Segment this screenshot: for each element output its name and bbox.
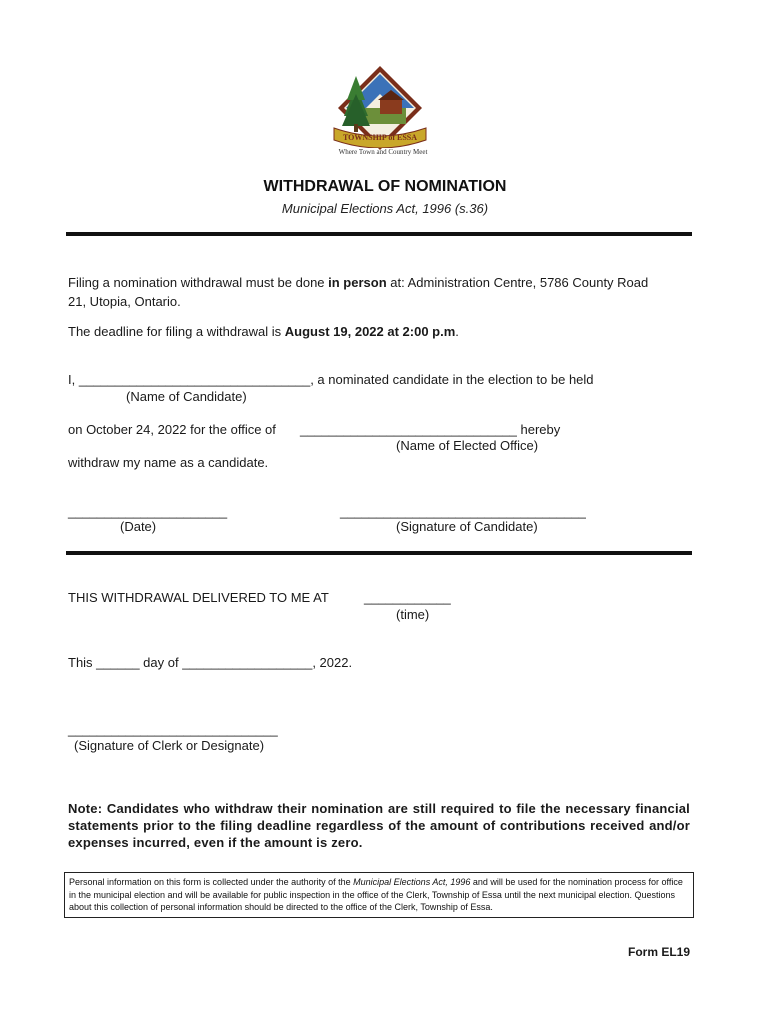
date-label: (Date) <box>120 519 157 534</box>
candidate-signature-label: (Signature of Candidate) <box>396 519 538 534</box>
deadline-text: . <box>455 324 459 339</box>
clerk-signature-field[interactable]: _____________________________ <box>68 722 278 737</box>
privacy-act: Municipal Elections Act, 1996 <box>353 877 471 887</box>
time-label: (time) <box>396 607 430 622</box>
intro-bold: in person <box>328 275 387 290</box>
candidate-name-field[interactable]: ________________________________ <box>78 372 311 387</box>
deadline-bold: August 19, 2022 at 2:00 p.m <box>284 324 456 339</box>
intro-text: Filing a nomination withdrawal must be done <box>68 275 329 290</box>
deadline-paragraph <box>68 322 459 341</box>
divider <box>66 551 692 555</box>
candidate-signature-field[interactable]: __________________________________ <box>340 504 586 519</box>
elected-office-field[interactable]: ______________________________ <box>300 422 517 437</box>
privacy-text: and will be used for the nomination process for office in the municipal election and will be available for public inspection in the office of the Clerk, Township of Essa until the next municipal election. Questions about this collection of personal information should be directed to the office of the Clerk, Township of Essa. <box>69 877 683 912</box>
intro-text: at: Administration Centre, 5786 County Road <box>386 275 649 290</box>
declaration-text: , a nominated candidate in the election to be held <box>310 372 594 387</box>
candidate-label: (Name of Candidate) <box>126 389 247 404</box>
form-number: Form EL19 <box>627 945 690 959</box>
logo-banner <box>330 118 430 148</box>
declaration-line-2: on October 24, 2022 for the office of <box>68 422 276 437</box>
date-field[interactable]: ______________________ <box>68 504 228 519</box>
declaration-text: I, <box>68 372 79 387</box>
page-title: WITHDRAWAL OF NOMINATION <box>263 178 507 195</box>
office-label: (Name of Elected Office) <box>396 438 539 453</box>
intro-paragraph <box>68 273 698 311</box>
intro-text: 21, Utopia, Ontario. <box>68 294 181 309</box>
privacy-notice <box>64 872 694 918</box>
logo-text: TOWNSHIP of ESSA <box>342 133 418 142</box>
logo-tagline: Where Town and Country Meet <box>338 148 428 156</box>
note-paragraph: Note: Candidates who withdraw their nomination are still required to file the necessary financial statements prior to the filing deadline regardless of the amount of contributions received and/or expenses incurred, even if the amount is zero. <box>68 801 690 850</box>
privacy-text: Personal information on this form is collected under the authority of the <box>69 877 354 887</box>
time-field[interactable]: ____________ <box>364 590 451 605</box>
clerk-signature-label: (Signature of Clerk or Designate) <box>74 738 265 753</box>
declaration-line-3: withdraw my name as a candidate. <box>68 455 269 470</box>
deadline-text: The deadline for filing a withdrawal is <box>68 324 285 339</box>
declaration-text: hereby <box>516 422 561 437</box>
divider <box>66 232 692 236</box>
delivered-text: THIS WITHDRAWAL DELIVERED TO ME AT <box>68 590 329 605</box>
day-line[interactable]: This ______ day of __________________, 2022. <box>68 655 353 670</box>
page-subtitle: Municipal Elections Act, 1996 (s.36) <box>281 201 489 216</box>
